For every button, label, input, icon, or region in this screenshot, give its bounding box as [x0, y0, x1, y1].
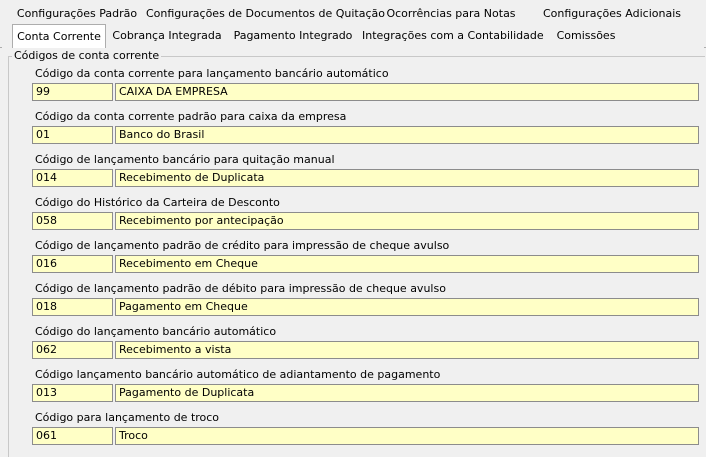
tab-comissoes[interactable]: Comissões [550, 26, 622, 46]
code-input[interactable]: 016 [32, 255, 113, 273]
field-lancamento-troco [32, 411, 700, 451]
description-field: Pagamento de Duplicata [115, 384, 699, 402]
tab-cobranca-integrada[interactable]: Cobrança Integrada [110, 26, 224, 46]
description-field: Pagamento em Cheque [115, 298, 699, 316]
field-label: Código para lançamento de troco [35, 411, 220, 424]
field-adiantamento-pagamento [32, 368, 700, 408]
field-debito-cheque-avulso [32, 282, 700, 322]
field-label: Código de lançamento bancário para quitação manual [35, 153, 335, 166]
field-label: Código lançamento bancário automático de adiantamento de pagamento [35, 368, 441, 381]
description-field: Troco [115, 427, 699, 445]
field-label: Código do lançamento bancário automático [35, 325, 277, 338]
field-credito-cheque-avulso [32, 239, 700, 279]
description-field: Recebimento em Cheque [115, 255, 699, 273]
code-input[interactable]: 013 [32, 384, 113, 402]
tab-row-top [0, 4, 706, 25]
tab-configuracoes-documentos-quitacao[interactable]: Configurações de Documentos de Quitação [146, 4, 374, 24]
field-label: Código de lançamento padrão de crédito para impressão de cheque avulso [35, 239, 450, 252]
tab-configuracoes-adicionais[interactable]: Configurações Adicionais [528, 4, 696, 24]
tab-ocorrencias-notas[interactable]: Ocorrências para Notas [386, 4, 516, 24]
code-input[interactable]: 061 [32, 427, 113, 445]
tab-conta-corrente[interactable]: Conta Corrente [12, 24, 106, 48]
field-label: Código do Histórico da Carteira de Desconto [35, 196, 280, 209]
tab-integracoes-contabilidade[interactable]: Integrações com a Contabilidade [362, 26, 542, 46]
field-label: Código da conta corrente padrão para caixa da empresa [35, 110, 347, 123]
field-label: Código de lançamento padrão de débito para impressão de cheque avulso [35, 282, 446, 295]
field-historico-carteira-desconto [32, 196, 700, 236]
description-field: Recebimento a vista [115, 341, 699, 359]
description-field: Banco do Brasil [115, 126, 699, 144]
code-input[interactable]: 99 [32, 83, 113, 101]
field-lancamento-automatico [32, 325, 700, 365]
code-input[interactable]: 01 [32, 126, 113, 144]
tab-configuracoes-padrao[interactable]: Configurações Padrão [12, 4, 142, 24]
description-field: CAIXA DA EMPRESA [115, 83, 699, 101]
description-field: Recebimento de Duplicata [115, 169, 699, 187]
code-input[interactable]: 062 [32, 341, 113, 359]
code-input[interactable]: 014 [32, 169, 113, 187]
field-lancamento-quitacao-manual [32, 153, 700, 193]
code-input[interactable]: 058 [32, 212, 113, 230]
tab-pagamento-integrado[interactable]: Pagamento Integrado [232, 26, 354, 46]
field-conta-caixa-empresa [32, 110, 700, 150]
code-input[interactable]: 018 [32, 298, 113, 316]
field-conta-lancamento-automatico [32, 67, 700, 107]
tab-row-bottom [0, 26, 706, 48]
field-label: Código da conta corrente para lançamento bancário automático [35, 67, 389, 80]
description-field: Recebimento por antecipação [115, 212, 699, 230]
group-title: Códigos de conta corrente [14, 49, 160, 62]
